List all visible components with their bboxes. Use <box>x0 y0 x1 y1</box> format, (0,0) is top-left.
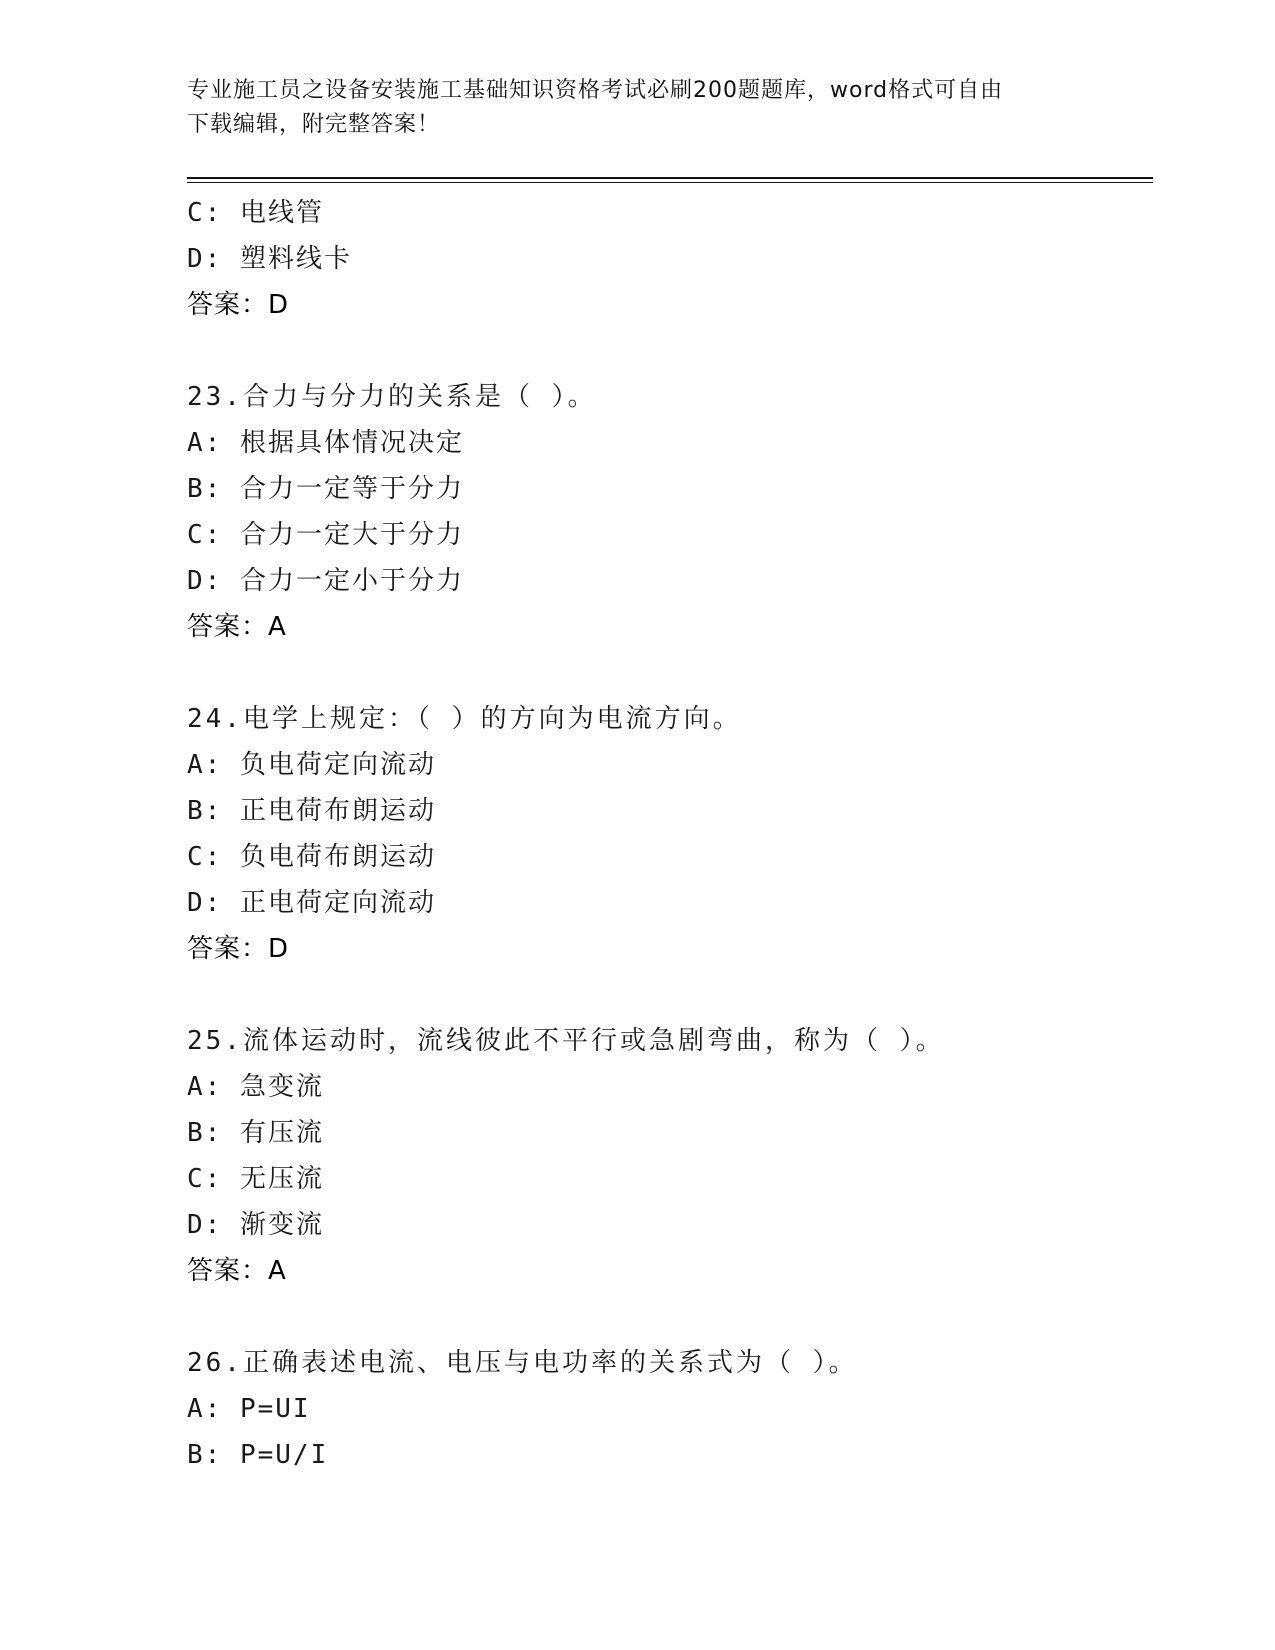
document-header <box>187 74 1087 142</box>
answer-line: 答案：D <box>187 934 290 964</box>
answer-line: 答案：A <box>187 1256 287 1286</box>
option-a: A: P=UI <box>187 1394 311 1424</box>
question-stem-24: 24.电学上规定：（ ）的方向为电流方向。 <box>187 704 742 734</box>
option-d: D: 合力一定小于分力 <box>187 566 464 596</box>
question-list <box>187 190 1147 1478</box>
option-b: B: P=U/I <box>187 1440 329 1470</box>
option-c: C: 负电荷布朗运动 <box>187 842 436 872</box>
header-title-line-1: 专业施工员之设备安装施工基础知识资格考试必刷200题题库，word格式可自由 <box>187 78 1004 103</box>
option-d: D: 渐变流 <box>187 1210 324 1240</box>
option-b: B: 合力一定等于分力 <box>187 474 464 504</box>
header-title-line-2: 下载编辑，附完整答案！ <box>187 112 441 137</box>
option-b: B: 正电荷布朗运动 <box>187 796 436 826</box>
option-d: D: 正电荷定向流动 <box>187 888 436 918</box>
answer-line: 答案：A <box>187 612 287 642</box>
question-stem-26: 26.正确表述电流、电压与电功率的关系式为（ ）。 <box>187 1348 858 1378</box>
option-d: D: 塑料线卡 <box>187 244 352 274</box>
question-stem-23: 23.合力与分力的关系是（ ）。 <box>187 382 597 412</box>
spacer <box>187 328 1147 374</box>
answer-line: 答案：D <box>187 290 290 320</box>
option-c: C: 合力一定大于分力 <box>187 520 464 550</box>
spacer <box>187 972 1147 1018</box>
spacer <box>187 650 1147 696</box>
question-stem-25: 25.流体运动时，流线彼此不平行或急剧弯曲，称为（ ）。 <box>187 1026 945 1056</box>
header-divider-thin <box>187 182 1153 183</box>
option-a: A: 急变流 <box>187 1072 324 1102</box>
option-a: A: 负电荷定向流动 <box>187 750 436 780</box>
option-c: C: 电线管 <box>187 198 324 228</box>
option-c: C: 无压流 <box>187 1164 324 1194</box>
header-divider-thick <box>187 177 1153 179</box>
option-a: A: 根据具体情况决定 <box>187 428 464 458</box>
option-b: B: 有压流 <box>187 1118 324 1148</box>
spacer <box>187 1294 1147 1340</box>
